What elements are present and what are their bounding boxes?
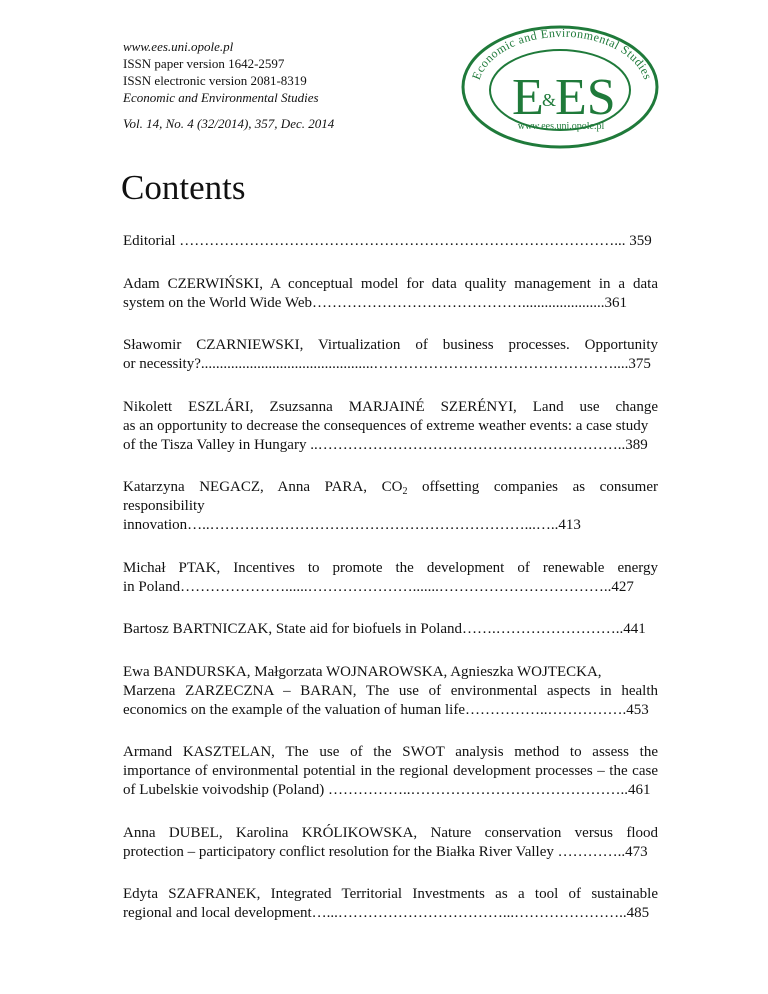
toc-line: protection – participatory conflict resolution for the Białka River Valley …………..473 (123, 843, 648, 860)
toc-entry-bandurska[interactable] (123, 663, 658, 720)
toc-line: Anna DUBEL, Karolina KRÓLIKOWSKA, Nature conservation versus flood (123, 824, 658, 841)
journal-name: Economic and Environmental Studies (123, 90, 319, 105)
issn-paper: ISSN paper version 1642-2597 (123, 56, 285, 71)
toc-line: Marzena ZARZECZNA – BARAN, The use of environmental aspects in health (123, 682, 658, 699)
subscript-2: 2 (402, 486, 408, 497)
toc-line-part: offsetting companies as consumer (407, 479, 658, 495)
table-of-contents (123, 232, 658, 947)
toc-entry-eszlari[interactable] (123, 398, 658, 455)
toc-line: of Lubelskie voivodship (Poland) ……………..……………………………………..461 (123, 782, 651, 798)
logo-letter-e: E (512, 69, 544, 126)
toc-line: regional and local development…...……………………………...…………………..485 (123, 905, 650, 921)
toc-line: importance of environmental potential in the regional development processes – the case (123, 763, 658, 779)
logo-ring-text: Economic and Environmental Studies (468, 25, 656, 82)
toc-line-part: Katarzyna NEGACZ, Anna PARA, CO (123, 479, 403, 495)
toc-entry-czarniewski[interactable] (123, 336, 658, 374)
logo-url: www.ees.uni.opole.pl (517, 121, 605, 132)
toc-entry-szafranek[interactable] (123, 885, 658, 923)
issn-electronic: ISSN electronic version 2081-8319 (123, 73, 307, 88)
logo-ampersand: & (542, 90, 557, 110)
toc-entry-editorial[interactable] (123, 232, 658, 251)
journal-header (123, 38, 334, 132)
toc-line: as an opportunity to decrease the consequences of extreme weather events: a case study (123, 417, 649, 434)
toc-line: economics on the example of the valuation of human life……………..…………….453 (123, 701, 649, 718)
toc-line: in Poland…………………......………………….......……………………………..427 (123, 578, 634, 595)
toc-line: system on the World Wide Web……………………………………......................361 (123, 294, 628, 311)
page-title: Contents (121, 168, 246, 207)
toc-line (123, 478, 658, 497)
toc-entry-kasztelan[interactable] (123, 743, 658, 800)
toc-line: of the Tisza Valley in Hungary ..……………………………………………………..389 (123, 436, 648, 453)
logo-letters-es: ES (555, 69, 616, 126)
toc-entry-dubel[interactable] (123, 824, 658, 862)
toc-line: Bartosz BARTNICZAK, State aid for biofuels in Poland…….……………………..441 (123, 621, 646, 637)
journal-url: www.ees.uni.opole.pl (123, 39, 234, 54)
toc-line: Edyta SZAFRANEK, Integrated Territorial Investments as a tool of sustainable (123, 886, 658, 902)
toc-line: Sławomir CZARNIEWSKI, Virtualization of business processes. Opportunity (123, 337, 658, 353)
toc-line: Editorial ……………………………………………………………………………... 359 (123, 233, 652, 249)
toc-line: Armand KASZTELAN, The use of the SWOT analysis method to assess the (123, 744, 658, 760)
toc-entry-negacz[interactable] (123, 478, 658, 535)
toc-line: Adam CZERWIŃSKI, A conceptual model for data quality management in a data (123, 275, 658, 292)
toc-line: Nikolett ESZLÁRI, Zsuzsanna MARJAINÉ SZERÉNYI, Land use change (123, 398, 658, 415)
toc-line: Michał PTAK, Incentives to promote the development of renewable energy (123, 559, 658, 576)
volume-info: Vol. 14, No. 4 (32/2014), 357, Dec. 2014 (123, 116, 335, 131)
toc-line: responsibility innovation…..………………………………………………………...…..413 (123, 498, 581, 533)
toc-entry-ptak[interactable] (123, 559, 658, 597)
toc-entry-bartniczak[interactable] (123, 620, 658, 639)
toc-line: Ewa BANDURSKA, Małgorzata WOJNAROWSKA, Agnieszka WOJTECKA, (123, 663, 602, 680)
toc-entry-czerwinski[interactable] (123, 275, 658, 313)
journal-logo (460, 24, 660, 150)
toc-line: or necessity?..............................................…………………………………………....375 (123, 356, 651, 372)
